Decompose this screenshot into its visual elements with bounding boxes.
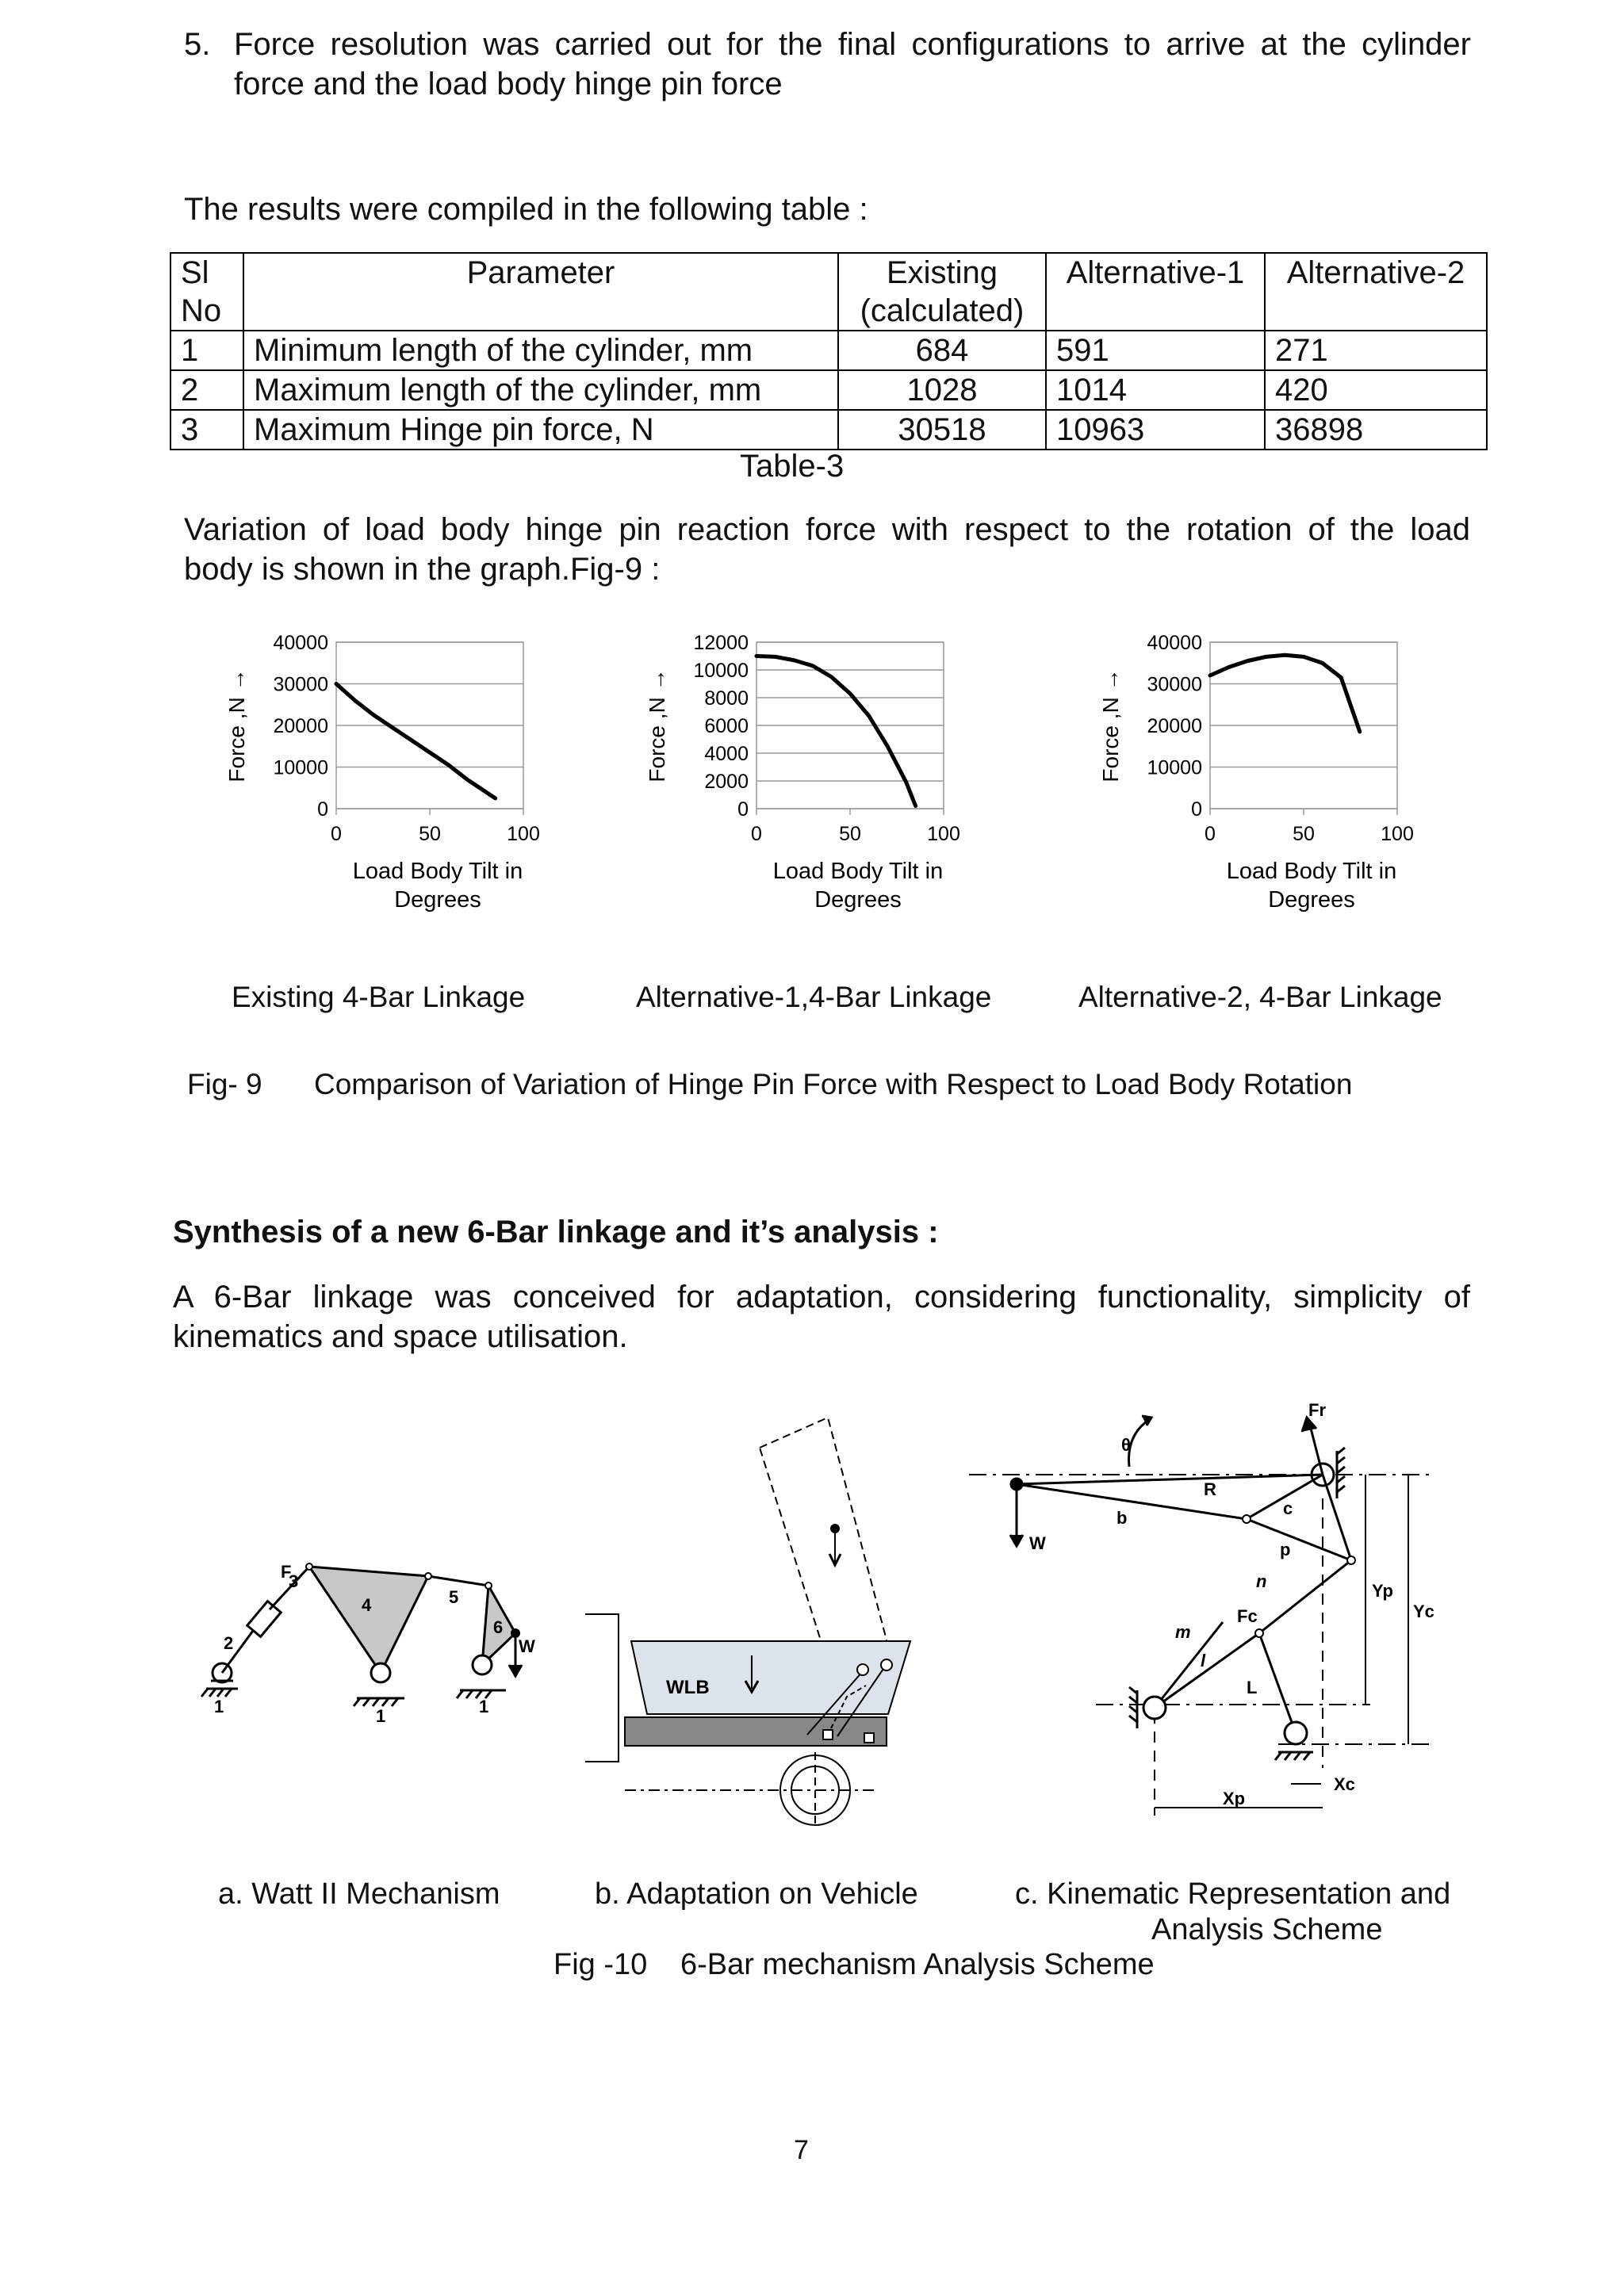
results-intro: The results were compiled in the following table : [184, 192, 868, 227]
fig9-caption: Comparison of Variation of Hinge Pin Force with Respect to Load Body Rotation [314, 1068, 1353, 1100]
header-alt1: Alternative-1 [1046, 253, 1265, 331]
y-axis-label: Force ,N → [224, 668, 249, 783]
x-tick-label: 100 [507, 823, 540, 845]
section-heading: Synthesis of a new 6-Bar linkage and it’s analysis : [173, 1215, 939, 1249]
header-existing: Existing (calculated) [838, 253, 1046, 331]
header-parameter: Parameter [243, 253, 838, 331]
cell-sl: 1 [170, 331, 243, 370]
cell-existing: 30518 [838, 410, 1046, 450]
table-row [170, 410, 1487, 450]
header-sl: Sl No [170, 253, 243, 331]
y-tick-label: 40000 [1147, 632, 1202, 654]
fig10b-caption: b. Adaptation on Vehicle [595, 1877, 918, 1911]
x-axis-label-line-2: Degrees [394, 887, 481, 913]
fig10c-caption-line-1: c. Kinematic Representation and [1015, 1877, 1451, 1911]
fig10c-caption-line-2: Analysis Scheme [1151, 1913, 1383, 1946]
watt-label-3: 3 [289, 1571, 299, 1591]
x-axis-label-line-2: Degrees [814, 887, 902, 913]
chart-existing [214, 626, 547, 936]
x-tick-label: 50 [419, 823, 441, 845]
x-tick-label: 100 [927, 823, 960, 845]
chart-alternative-1 [634, 626, 967, 936]
kin-label-l: l [1201, 1651, 1206, 1670]
y-tick-label: 2000 [704, 771, 749, 793]
cell-alt2: 36898 [1265, 410, 1487, 450]
cell-sl: 3 [170, 410, 243, 450]
y-tick-label: 0 [737, 798, 749, 821]
watt-label-1b: 1 [376, 1706, 386, 1726]
y-tick-label: 10000 [1147, 756, 1202, 779]
header-alt2: Alternative-2 [1265, 253, 1487, 331]
cell-parameter: Minimum length of the cylinder, mm [243, 331, 838, 370]
x-tick-label: 100 [1381, 823, 1414, 845]
list-item-line-1: Force resolution was carried out for the final configurations to arrive at the cylinder [234, 27, 1471, 62]
y-tick-label: 30000 [1147, 673, 1202, 696]
variation-line-2: body is shown in the graph.Fig-9 : [184, 552, 661, 587]
watt-label-w: W [519, 1636, 535, 1656]
chart-alternative-2 [1088, 626, 1421, 936]
kin-label-fc: Fc [1237, 1606, 1258, 1626]
table-row [170, 331, 1487, 370]
y-tick-label: 30000 [273, 673, 328, 696]
cell-parameter: Maximum length of the cylinder, mm [243, 370, 838, 410]
cell-alt1: 591 [1046, 331, 1265, 370]
results-table [170, 252, 1488, 450]
watt-label-1a: 1 [214, 1697, 224, 1716]
watt-label-4: 4 [362, 1595, 372, 1615]
watt-ii-mechanism-diagram [182, 1554, 563, 1760]
list-item-line-2: force and the load body hinge pin force [234, 67, 783, 101]
synthesis-line-1: A 6-Bar linkage was conceived for adaptation, considering functionality, simplicity of [173, 1280, 1470, 1314]
x-tick-label: 0 [331, 823, 342, 845]
x-axis-label-line-1: Load Body Tilt in [352, 859, 523, 884]
kin-label-xc: Xc [1334, 1774, 1355, 1794]
cell-sl: 2 [170, 370, 243, 410]
kin-label-n: n [1256, 1571, 1267, 1591]
kin-label-fr: Fr [1308, 1400, 1326, 1420]
fig10-caption: 6-Bar mechanism Analysis Scheme [680, 1948, 1155, 1981]
list-item-number: 5. [184, 27, 211, 62]
y-tick-label: 0 [317, 798, 328, 821]
watt-label-f: F [281, 1562, 292, 1582]
fig10-label: Fig -10 [553, 1948, 648, 1981]
x-axis-label-line-1: Load Body Tilt in [772, 859, 944, 884]
cell-parameter: Maximum Hinge pin force, N [243, 410, 838, 450]
x-tick-label: 0 [751, 823, 762, 845]
y-tick-label: 0 [1191, 798, 1202, 821]
kin-label-theta: θ [1121, 1435, 1131, 1455]
kin-label-r: R [1204, 1479, 1216, 1499]
chart-title-alternative-1: Alternative-1,4-Bar Linkage [636, 981, 992, 1013]
table-row [170, 370, 1487, 410]
kin-label-cap-l: L [1247, 1678, 1258, 1697]
series-line [756, 656, 916, 806]
cell-existing: 684 [838, 331, 1046, 370]
watt-label-6: 6 [493, 1617, 504, 1637]
table-caption: Table-3 [740, 449, 845, 484]
kin-label-m: m [1175, 1622, 1191, 1642]
x-tick-label: 0 [1205, 823, 1216, 845]
chart-title-existing: Existing 4-Bar Linkage [232, 981, 526, 1013]
x-tick-label: 50 [839, 823, 861, 845]
y-tick-label: 10000 [693, 660, 749, 682]
kinematic-scheme-diagram [961, 1387, 1437, 1831]
kin-label-xp: Xp [1223, 1789, 1246, 1808]
y-axis-label: Force ,N → [1098, 668, 1123, 783]
y-tick-label: 4000 [704, 743, 749, 765]
y-tick-label: 40000 [273, 632, 328, 654]
x-axis-label-line-2: Degrees [1268, 887, 1355, 913]
kin-label-c: c [1283, 1498, 1293, 1518]
y-tick-label: 20000 [1147, 715, 1202, 737]
table-header-row [170, 253, 1487, 331]
fig9-charts [214, 626, 1483, 936]
synthesis-line-2: kinematics and space utilisation. [173, 1319, 628, 1354]
kin-label-p: p [1280, 1540, 1291, 1559]
y-tick-label: 10000 [273, 756, 328, 779]
watt-label-2: 2 [224, 1633, 234, 1653]
cell-alt2: 271 [1265, 331, 1487, 370]
page-number: 7 [794, 2135, 809, 2165]
cell-alt1: 1014 [1046, 370, 1265, 410]
wlb-label: WLB [666, 1677, 710, 1698]
y-tick-label: 20000 [273, 715, 328, 737]
fig10a-caption: a. Watt II Mechanism [218, 1877, 500, 1911]
vehicle-adaptation-diagram [577, 1403, 918, 1831]
kin-label-b: b [1116, 1508, 1128, 1528]
y-tick-label: 12000 [693, 632, 749, 654]
series-line [1210, 655, 1360, 732]
fig9-label: Fig- 9 [187, 1068, 262, 1100]
watt-label-1c: 1 [479, 1697, 489, 1716]
cell-alt2: 420 [1265, 370, 1487, 410]
kin-label-w: W [1029, 1533, 1046, 1553]
series-line [336, 684, 496, 798]
cell-alt1: 10963 [1046, 410, 1265, 450]
x-tick-label: 50 [1293, 823, 1315, 845]
kin-label-yp: Yp [1372, 1581, 1393, 1601]
y-tick-label: 6000 [704, 715, 749, 737]
chart-title-alternative-2: Alternative-2, 4-Bar Linkage [1078, 981, 1442, 1013]
variation-line-1: Variation of load body hinge pin reaction force with respect to the rotation of the load [184, 512, 1470, 547]
kin-label-yc: Yc [1413, 1601, 1434, 1621]
cell-existing: 1028 [838, 370, 1046, 410]
watt-label-5: 5 [449, 1587, 459, 1607]
x-axis-label-line-1: Load Body Tilt in [1226, 859, 1397, 884]
y-tick-label: 8000 [704, 687, 749, 710]
y-axis-label: Force ,N → [645, 668, 669, 783]
